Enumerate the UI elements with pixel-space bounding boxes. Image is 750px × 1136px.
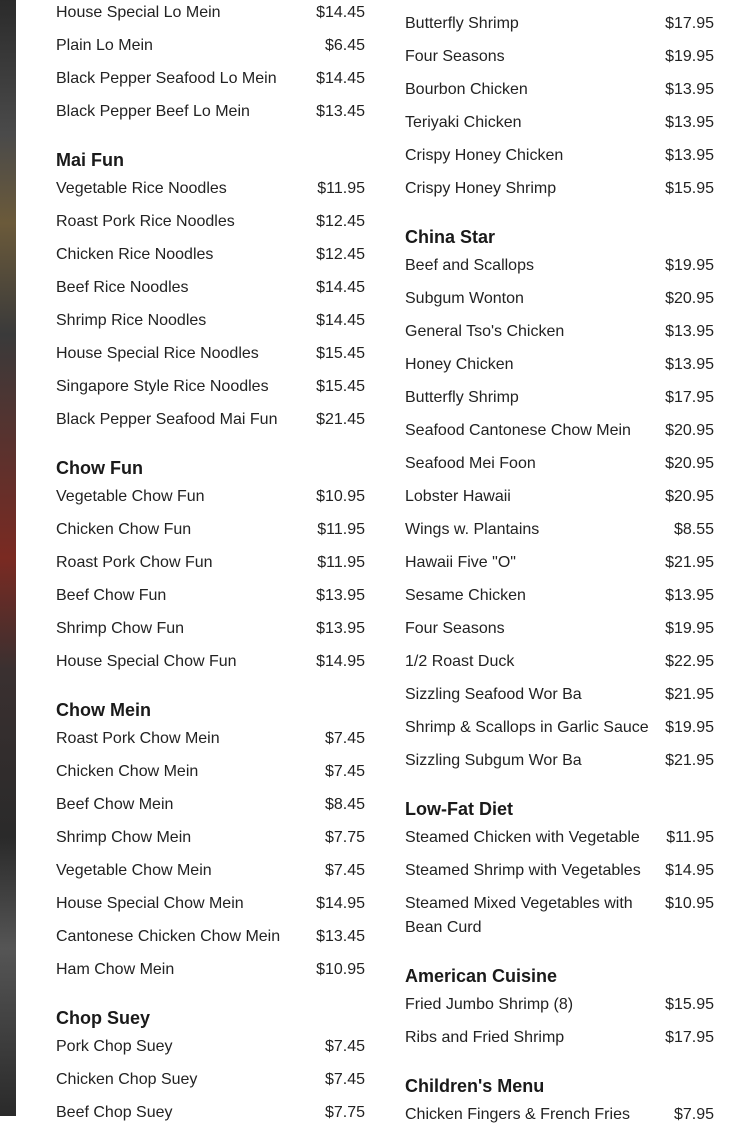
menu-section-chow-fun — [56, 455, 365, 683]
menu-item-name: Crispy Honey Chicken — [405, 147, 564, 164]
menu-item-price: $13.95 — [665, 114, 714, 131]
menu-item-price: $7.45 — [324, 862, 365, 879]
menu-item-name: Chicken Chow Mein — [56, 763, 199, 780]
menu-item-name: Roast Pork Rice Noodles — [56, 213, 235, 230]
menu-item-price: $15.45 — [316, 345, 365, 362]
menu-item-name: Sesame Chicken — [405, 587, 526, 604]
section-title: Chop Suey — [56, 1008, 151, 1028]
menu-item-price: $13.45 — [316, 103, 365, 120]
menu-item[interactable] — [56, 518, 365, 542]
menu-item-name: Black Pepper Beef Lo Mein — [56, 103, 250, 120]
menu-item-price: $21.45 — [316, 411, 365, 428]
menu-item-name: Teriyaki Chicken — [405, 114, 522, 131]
menu-item[interactable] — [56, 925, 365, 949]
menu-item-name: Roast Pork Chow Fun — [56, 554, 213, 571]
menu-item-price: $14.95 — [665, 862, 714, 879]
menu-item-name: Chicken Fingers & French Fries — [405, 1106, 630, 1123]
menu-item-price: $12.45 — [316, 246, 365, 263]
menu-item[interactable] — [56, 826, 365, 850]
menu-item-name: Beef Chow Fun — [56, 587, 167, 604]
menu-item[interactable] — [405, 287, 714, 311]
menu-item-name: Seafood Mei Foon — [405, 455, 536, 472]
menu-section-chop-suey — [56, 1005, 365, 1134]
menu-item-name: House Special Rice Noodles — [56, 345, 259, 362]
menu-item-price: $13.95 — [665, 356, 714, 373]
menu-item[interactable] — [56, 892, 365, 916]
menu-item-price: $21.95 — [665, 554, 714, 571]
menu-item[interactable] — [56, 650, 365, 674]
menu-item-name: Chicken Rice Noodles — [56, 246, 214, 263]
menu-item-price: $17.95 — [665, 15, 714, 32]
menu-item-price: $7.45 — [324, 763, 365, 780]
menu-item-name: Chicken Chow Fun — [56, 521, 192, 538]
menu-item-price: $17.95 — [665, 1029, 714, 1046]
background-photo-strip — [0, 0, 16, 1116]
menu-item[interactable] — [56, 243, 365, 267]
menu-item[interactable] — [405, 683, 714, 707]
menu-item[interactable] — [56, 34, 365, 58]
menu-item-price: $6.45 — [324, 37, 365, 54]
menu-item-price: $8.55 — [673, 521, 714, 538]
menu-item-price: $7.75 — [324, 829, 365, 846]
menu-item[interactable] — [405, 353, 714, 377]
menu-item[interactable] — [405, 584, 714, 608]
menu-item-name: Seafood Cantonese Chow Mein — [405, 422, 631, 439]
menu-item-name: Singapore Style Rice Noodles — [56, 378, 269, 395]
menu-item[interactable] — [405, 993, 714, 1017]
menu-item[interactable] — [405, 826, 714, 850]
menu-section-american-cuisine — [405, 963, 714, 1059]
menu-item-name: Ribs and Fried Shrimp — [405, 1029, 565, 1046]
menu-item-name: Steamed Shrimp with Vegetables — [405, 862, 641, 879]
menu-item-name: Sizzling Subgum Wor Ba — [405, 752, 582, 769]
menu-item-price: $15.45 — [316, 378, 365, 395]
menu-item-price: $19.95 — [665, 257, 714, 274]
menu-item[interactable] — [405, 617, 714, 641]
menu-item[interactable] — [405, 177, 714, 201]
menu-item-price: $14.45 — [316, 279, 365, 296]
menu-item-price: $14.95 — [316, 895, 365, 912]
menu-item[interactable] — [405, 892, 714, 940]
menu-item-name: Four Seasons — [405, 620, 505, 637]
menu-item-price: $22.95 — [665, 653, 714, 670]
menu-item-price: $10.95 — [665, 895, 714, 912]
menu-item[interactable] — [56, 177, 365, 201]
menu-item[interactable] — [56, 617, 365, 641]
menu-item[interactable] — [56, 584, 365, 608]
menu-item[interactable] — [405, 45, 714, 69]
menu-item-price: $7.45 — [324, 730, 365, 747]
menu-item-price: $19.95 — [665, 620, 714, 637]
menu-item-price: $21.95 — [665, 752, 714, 769]
menu-item-name: Steamed Chicken with Vegetable — [405, 829, 640, 846]
menu-item[interactable] — [405, 254, 714, 278]
menu-item-name: Subgum Wonton — [405, 290, 524, 307]
menu-item-name: Lobster Hawaii — [405, 488, 511, 505]
menu-item-price: $13.45 — [316, 928, 365, 945]
menu-item[interactable] — [56, 1101, 365, 1125]
menu-item-name: Bourbon Chicken — [405, 81, 528, 98]
menu-item-name: Vegetable Rice Noodles — [56, 180, 227, 197]
menu-section-china-star — [405, 224, 714, 782]
section-title: Mai Fun — [56, 150, 124, 170]
menu-item-price: $7.95 — [673, 1106, 714, 1123]
menu-item-price: $21.95 — [665, 686, 714, 703]
menu-section-chow-mein — [56, 697, 365, 991]
section-title: American Cuisine — [405, 966, 558, 986]
menu-item-price: $10.95 — [316, 488, 365, 505]
menu-item-price: $19.95 — [665, 48, 714, 65]
menu-item-name: Black Pepper Seafood Mai Fun — [56, 411, 278, 428]
menu-item-name: Crispy Honey Shrimp — [405, 180, 557, 197]
menu-item-price: $15.95 — [665, 996, 714, 1013]
section-title: Chow Fun — [56, 458, 143, 478]
menu-item-name: Fried Jumbo Shrimp (8) — [405, 996, 574, 1013]
menu-item[interactable] — [56, 760, 365, 784]
menu-item[interactable] — [405, 320, 714, 344]
menu-item-price: $11.95 — [317, 554, 365, 571]
menu-item-price: $11.95 — [317, 180, 365, 197]
menu-item-name: Roast Pork Chow Mein — [56, 730, 220, 747]
menu-item[interactable] — [56, 342, 365, 366]
menu-item-name: General Tso's Chicken — [405, 323, 565, 340]
menu-item-name: Shrimp & Scallops in Garlic Sauce — [405, 719, 649, 736]
menu-item[interactable] — [56, 100, 365, 124]
menu-item-name: Chicken Chop Suey — [56, 1071, 198, 1088]
menu-item-price: $17.95 — [665, 389, 714, 406]
menu-item-name: Wings w. Plantains — [405, 521, 540, 538]
menu-item[interactable] — [405, 485, 714, 509]
menu-item[interactable] — [56, 309, 365, 333]
menu-item-name: Cantonese Chicken Chow Mein — [56, 928, 281, 945]
menu-section-childrens-menu — [405, 1073, 714, 1136]
menu-item-price: $7.45 — [324, 1071, 365, 1088]
menu-item-price: $10.95 — [316, 961, 365, 978]
menu-item-name: Vegetable Chow Mein — [56, 862, 212, 879]
menu-item-name: Pork Chop Suey — [56, 1038, 173, 1055]
menu-item[interactable] — [405, 111, 714, 135]
menu-item-name: Steamed Mixed Vegetables with Bean Curd — [405, 895, 633, 936]
menu-item[interactable] — [56, 375, 365, 399]
menu-item-name: Honey Chicken — [405, 356, 514, 373]
menu-item-name: Shrimp Chow Mein — [56, 829, 192, 846]
menu-item-name: Vegetable Chow Fun — [56, 488, 205, 505]
menu-item-name: Beef Chop Suey — [56, 1104, 173, 1121]
menu-section-mai-fun — [56, 147, 365, 441]
menu-item-price: $8.45 — [324, 796, 365, 813]
menu-item[interactable] — [56, 485, 365, 509]
menu-item-name: House Special Chow Fun — [56, 653, 237, 670]
menu-item[interactable] — [405, 650, 714, 674]
section-title: Children's Menu — [405, 1076, 545, 1096]
menu-section-low-fat-diet — [405, 796, 714, 949]
menu-item[interactable] — [405, 518, 714, 542]
menu-item-name: Sizzling Seafood Wor Ba — [405, 686, 582, 703]
menu-item-name: Hawaii Five "O" — [405, 554, 516, 571]
menu-item-price: $13.95 — [665, 81, 714, 98]
section-title: Chow Mein — [56, 700, 151, 720]
menu-item[interactable] — [405, 12, 714, 36]
menu-item-price: $11.95 — [666, 829, 714, 846]
menu-item-price: $7.75 — [324, 1104, 365, 1121]
menu-item[interactable] — [405, 859, 714, 883]
menu-item[interactable] — [56, 1, 365, 25]
menu-item[interactable] — [56, 1035, 365, 1059]
menu-item[interactable] — [405, 452, 714, 476]
menu-item[interactable] — [405, 78, 714, 102]
menu-item-name: Plain Lo Mein — [56, 37, 153, 54]
menu-item[interactable] — [405, 386, 714, 410]
menu-item-price: $14.45 — [316, 70, 365, 87]
menu-item[interactable] — [56, 793, 365, 817]
menu-item-price: $14.95 — [316, 653, 365, 670]
menu-item-name: Beef Rice Noodles — [56, 279, 189, 296]
menu-item-name: Black Pepper Seafood Lo Mein — [56, 70, 277, 87]
menu-item-name: Beef and Scallops — [405, 257, 534, 274]
menu-item-price: $20.95 — [665, 290, 714, 307]
menu-item[interactable] — [405, 144, 714, 168]
menu-item[interactable] — [56, 1068, 365, 1092]
menu-item-price: $15.95 — [665, 180, 714, 197]
menu-item-price: $13.95 — [665, 147, 714, 164]
menu-item[interactable] — [405, 716, 714, 740]
menu-item[interactable] — [56, 859, 365, 883]
menu-item-price: $20.95 — [665, 422, 714, 439]
menu-item-name: Ham Chow Mein — [56, 961, 175, 978]
menu-item[interactable] — [56, 958, 365, 982]
menu-item[interactable] — [405, 419, 714, 443]
menu-item-price: $13.95 — [316, 587, 365, 604]
menu-item-name: Butterfly Shrimp — [405, 389, 519, 406]
section-title: Low-Fat Diet — [405, 799, 513, 819]
menu-item-price: $20.95 — [665, 488, 714, 505]
menu-item-name: Beef Chow Mein — [56, 796, 174, 813]
menu-item-price: $19.95 — [665, 719, 714, 736]
menu-item[interactable] — [56, 727, 365, 751]
menu-item-price: $12.45 — [316, 213, 365, 230]
menu-item[interactable] — [405, 1026, 714, 1050]
menu-item[interactable] — [56, 408, 365, 432]
menu-item-price: $20.95 — [665, 455, 714, 472]
menu-item-name: House Special Lo Mein — [56, 4, 221, 21]
menu-section-cont-right — [405, 12, 714, 210]
menu-item[interactable] — [405, 749, 714, 773]
menu-item-name: Butterfly Shrimp — [405, 15, 519, 32]
menu-item-name: Four Seasons — [405, 48, 505, 65]
menu-item[interactable] — [56, 210, 365, 234]
menu-item-price: $14.45 — [316, 312, 365, 329]
menu-item-price: $13.95 — [316, 620, 365, 637]
menu-item[interactable] — [405, 1103, 714, 1127]
menu-item[interactable] — [56, 551, 365, 575]
section-title: China Star — [405, 227, 496, 247]
menu-item-price: $13.95 — [665, 587, 714, 604]
menu-item-price: $13.95 — [665, 323, 714, 340]
menu-item-price: $7.45 — [324, 1038, 365, 1055]
menu-item-name: House Special Chow Mein — [56, 895, 244, 912]
menu-item-price: $14.45 — [316, 4, 365, 21]
menu-item[interactable] — [56, 67, 365, 91]
menu-section-lo-mein-cont — [56, 1, 365, 133]
menu-item-name: Shrimp Rice Noodles — [56, 312, 207, 329]
menu-item-name: 1/2 Roast Duck — [405, 653, 515, 670]
menu-item-price: $11.95 — [317, 521, 365, 538]
menu-item-name: Shrimp Chow Fun — [56, 620, 185, 637]
menu-item[interactable] — [56, 276, 365, 300]
menu-item[interactable] — [405, 551, 714, 575]
